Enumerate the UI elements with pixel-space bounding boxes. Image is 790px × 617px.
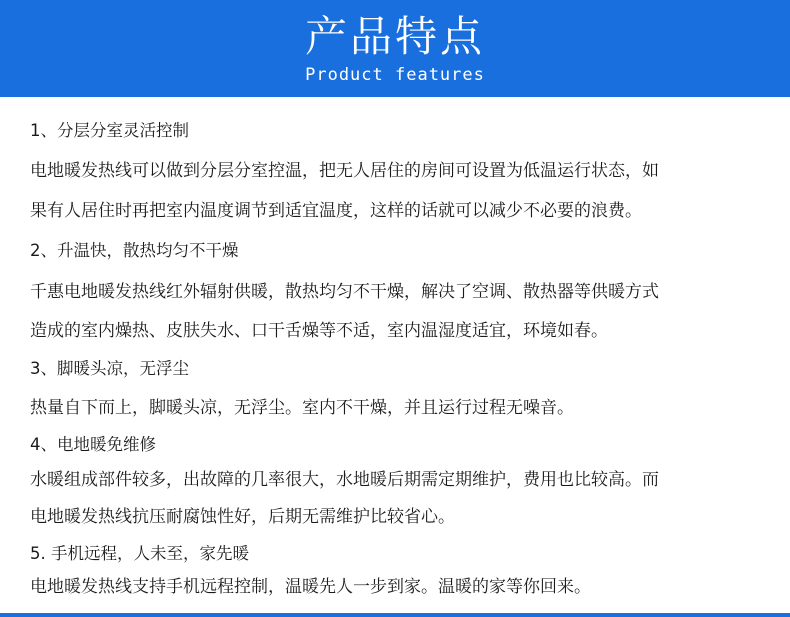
- feature-1-text-line-2: 果有人居住时再把室内温度调节到适宜温度，这样的话就可以减少不必要的浪费。: [30, 201, 642, 221]
- feature-3-heading: 3、脚暖头凉，无浮尘: [30, 359, 189, 378]
- page-title: 产品特点: [304, 12, 485, 61]
- header-banner: [0, 0, 790, 97]
- feature-4-heading: 4、电地暖免维修: [30, 435, 156, 454]
- feature-3-text-line-1: 热量自下而上，脚暖头凉，无浮尘。室内不干燥，并且运行过程无噪音。: [30, 398, 574, 418]
- feature-5-text-line-1: 电地暖发热线支持手机远程控制，温暖先人一步到家。温暖的家等你回来。: [30, 577, 591, 597]
- bottom-accent-bar: [0, 613, 790, 617]
- feature-2-text-line-2: 造成的室内燥热、皮肤失水、口干舌燥等不适，室内温湿度适宜，环境如春。: [30, 321, 608, 341]
- feature-2-heading: 2、升温快，散热均匀不干燥: [30, 241, 239, 260]
- feature-4-text-line-2: 电地暖发热线抗压耐腐蚀性好，后期无需维护比较省心。: [30, 507, 455, 527]
- feature-1-heading: 1、分层分室灵活控制: [30, 121, 189, 140]
- feature-5-heading: 5. 手机远程，人未至，家先暖: [30, 544, 249, 563]
- feature-4-text-line-1: 水暖组成部件较多，出故障的几率很大，水地暖后期需定期维护，费用也比较高。而: [30, 470, 659, 490]
- page-subtitle: Product features: [305, 65, 485, 85]
- feature-2-text-line-1: 千惠电地暖发热线红外辐射供暖，散热均匀不干燥，解决了空调、散热器等供暖方式: [30, 282, 659, 302]
- feature-1-text-line-1: 电地暖发热线可以做到分层分室控温，把无人居住的房间可设置为低温运行状态，如: [30, 161, 659, 181]
